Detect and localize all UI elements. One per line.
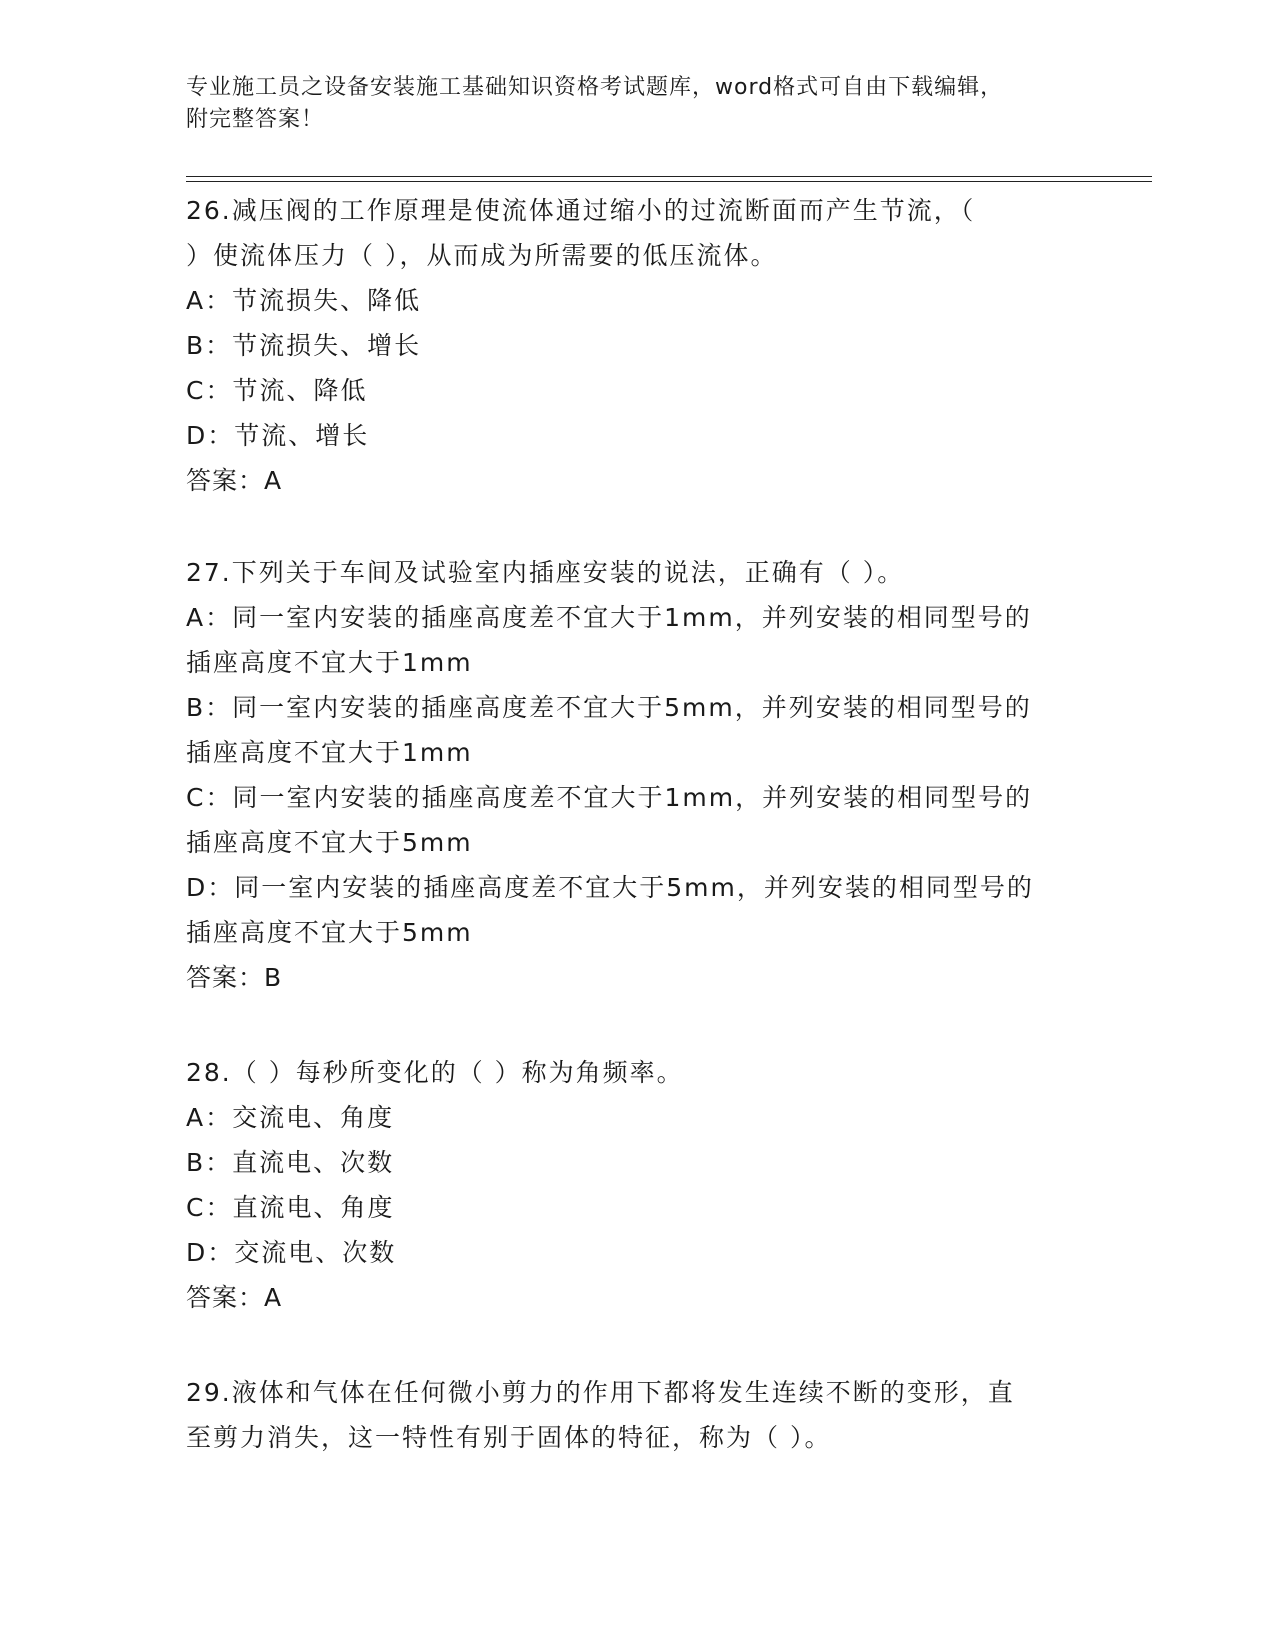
question-stem-line: 至剪力消失，这一特性有别于固体的特征，称为（ ）。 [186,1423,832,1452]
option-c: C：直流电、角度 [186,1193,395,1222]
option-a-continued: 插座高度不宜大于1mm [186,648,473,677]
header-line-2: 附完整答案！ [186,107,325,132]
option-d: D：同一室内安装的插座高度差不宜大于5mm，并列安装的相同型号的 [186,873,1034,902]
header-divider-bottom [186,181,1152,182]
option-a: A：同一室内安装的插座高度差不宜大于1mm，并列安装的相同型号的 [186,603,1032,632]
question-stem-line: 28.（ ）每秒所变化的（ ）称为角频率。 [186,1058,684,1087]
option-d: D：节流、增长 [186,421,370,450]
option-d-continued: 插座高度不宜大于5mm [186,918,473,947]
option-b: B：直流电、次数 [186,1148,395,1177]
question-26 [186,188,1086,503]
option-c: C：同一室内安装的插座高度差不宜大于1mm，并列安装的相同型号的 [186,783,1033,812]
question-29 [186,1370,1086,1460]
question-stem-line: ）使流体压力（ ），从而成为所需要的低压流体。 [186,241,778,270]
question-stem-line: 27.下列关于车间及试验室内插座安装的说法，正确有（ ）。 [186,558,905,587]
option-a: A：节流损失、降低 [186,286,422,315]
option-b: B：节流损失、增长 [186,331,422,360]
document-header [186,72,1106,136]
question-stem-line: 26.减压阀的工作原理是使流体通过缩小的过流断面而产生节流，（ [186,196,976,225]
option-c-continued: 插座高度不宜大于5mm [186,828,473,857]
answer-text: 答案：A [186,466,283,495]
header-divider-top [186,176,1152,177]
option-d: D：交流电、次数 [186,1238,397,1267]
question-28 [186,1050,1086,1320]
option-a: A：交流电、角度 [186,1103,395,1132]
answer-text: 答案：A [186,1283,283,1312]
answer-text: 答案：B [186,963,283,992]
option-b: B：同一室内安装的插座高度差不宜大于5mm，并列安装的相同型号的 [186,693,1032,722]
question-stem-line: 29.液体和气体在任何微小剪力的作用下都将发生连续不断的变形，直 [186,1378,1015,1407]
option-b-continued: 插座高度不宜大于1mm [186,738,473,767]
question-27 [186,550,1086,1000]
option-c: C：节流、降低 [186,376,368,405]
header-line-1: 专业施工员之设备安装施工基础知识资格考试题库，word格式可自由下载编辑， [186,75,1004,100]
